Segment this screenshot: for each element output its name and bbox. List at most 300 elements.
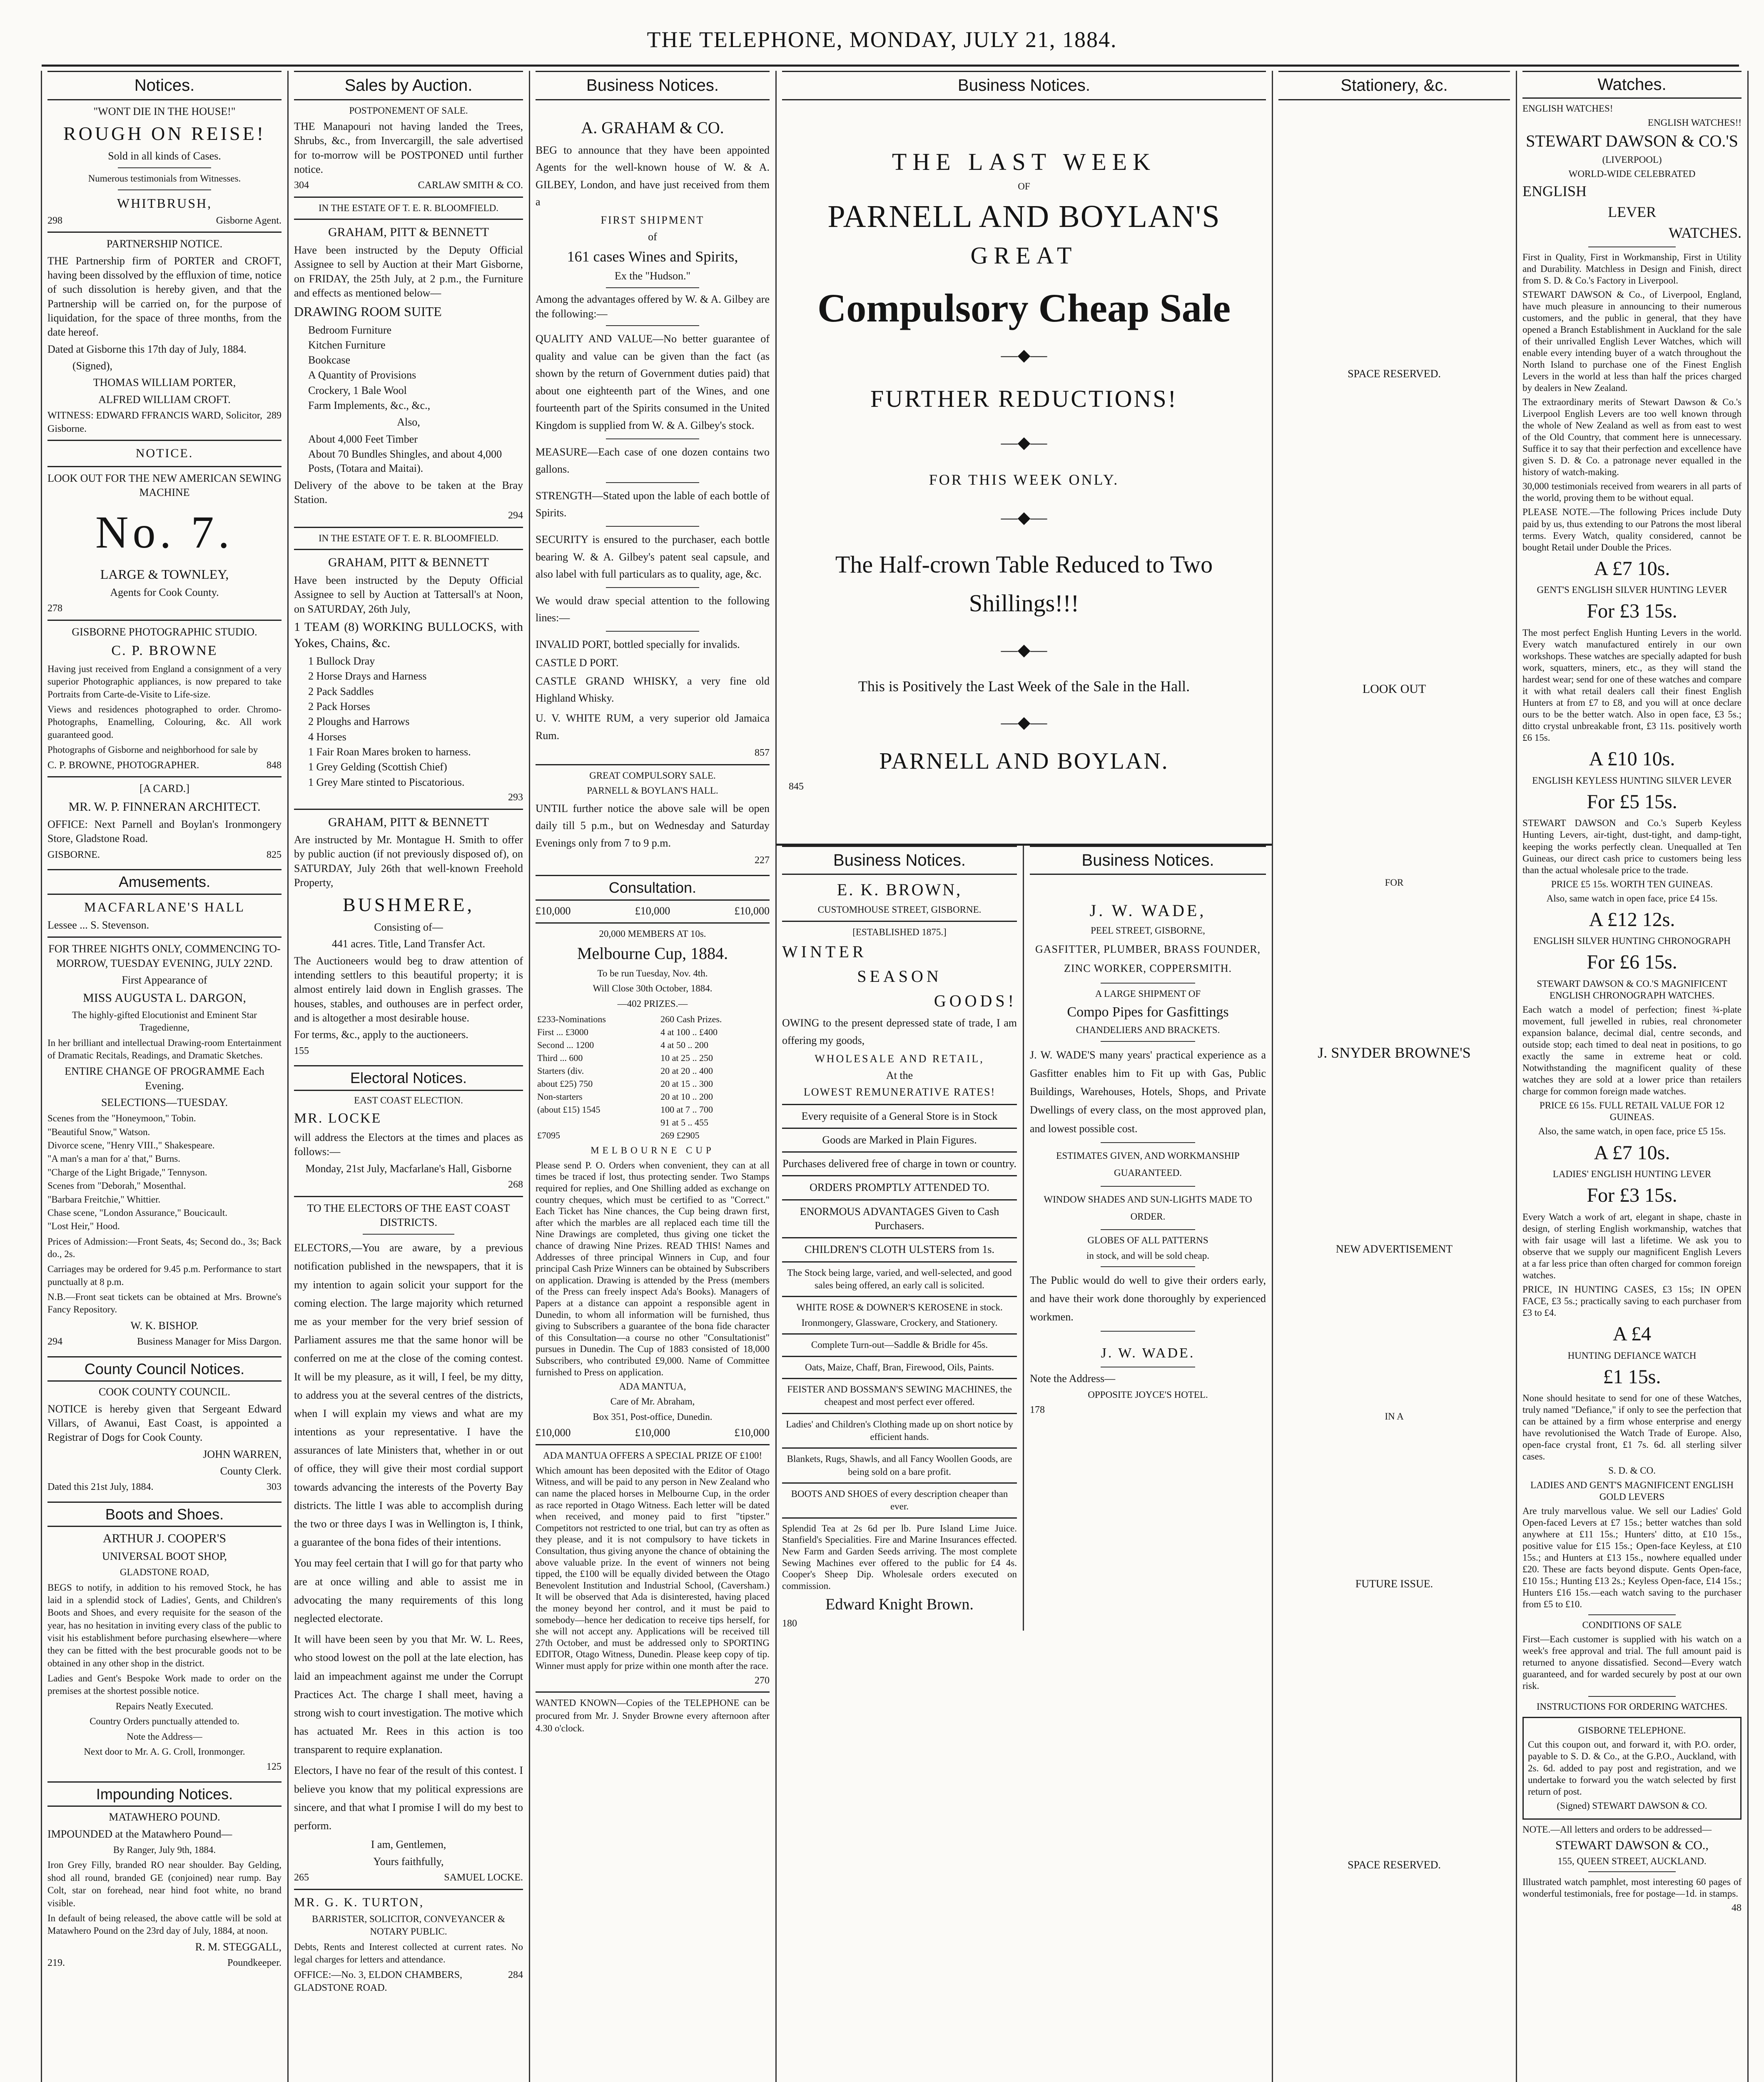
section-heading: Electoral Notices. xyxy=(294,1065,523,1091)
ad-signature: PARNELL AND BOYLAN. xyxy=(879,748,1169,775)
divider xyxy=(606,438,700,439)
ornament: —◆— xyxy=(1001,640,1047,660)
column-heading: Sales by Auction. xyxy=(294,71,523,100)
column-stationery xyxy=(1273,71,1516,2082)
ad-text: PLEASE NOTE.—The following Prices include Duty paid by us, thus extending to our Patrons the most liberal terms. Every Watch, quality considered, cannot be bought Retail under Double the Prices. xyxy=(1522,507,1742,553)
list-item: Crockery, 1 Bale Wool xyxy=(308,384,407,396)
ad-text: [A CARD.] xyxy=(140,782,189,795)
list-item: Ironmongery, Glassware, Crockery, and Stationery. xyxy=(801,1317,998,1328)
ad-text: In default of being released, the above cattle will be sold at Matawhero Pound on the 23rd day of July, 1884, at noon. xyxy=(47,1913,282,1936)
list-item: Bookcase xyxy=(308,354,351,366)
parnell-boylan-ad xyxy=(776,146,1272,794)
divider xyxy=(363,1234,454,1235)
coupon-heading: GISBORNE TELEPHONE. xyxy=(1578,1725,1686,1736)
ad-headline: ENGLISH SILVER HUNTING CHRONOGRAPH xyxy=(1533,936,1731,946)
divider xyxy=(1101,1186,1195,1187)
prize-amount: £10,000 xyxy=(734,1427,770,1439)
divider xyxy=(782,1104,1017,1105)
ad-text: Among the advantages offered by W. & A. Gilbey are the following:— xyxy=(536,293,770,320)
ad-headline: ENGLISH KEYLESS HUNTING SILVER LEVER xyxy=(1532,775,1732,786)
list-item: "Beautiful Snow," Watson. xyxy=(47,1126,150,1137)
ad-name: J. W. WADE, xyxy=(1089,901,1206,920)
ad-text: in stock, and will be sold cheap. xyxy=(1086,1250,1210,1261)
ad-text: We would draw special attention to the following lines:— xyxy=(536,594,770,624)
ad-text: THE Manapouri not having landed the Trees, Shrubs, &c., from Invercargill, the sale advertised for to-morrow will be POSTPONED until further notice. xyxy=(294,120,523,176)
ad-name: BUSHMERE, xyxy=(343,894,474,916)
divider xyxy=(536,1444,770,1445)
divider xyxy=(782,1447,1017,1449)
ad-text: Carriages may be ordered for 9.45 p.m. Performance to start punctually at 8 p.m. xyxy=(47,1264,282,1287)
divider xyxy=(47,232,282,233)
ad-text: OFFICE:—No. 3, ELDON CHAMBERS, GLADSTONE ROAD. xyxy=(294,1969,463,1994)
list-item: Purchases delivered free of charge in town or country. xyxy=(782,1158,1017,1170)
divider xyxy=(47,620,282,621)
ad-name: LARGE & TOWNLEY, xyxy=(100,566,229,582)
divider xyxy=(536,922,770,924)
ad-name: GRAHAM, PITT & BENNETT xyxy=(328,815,489,829)
list-item: Every requisite of a General Store is in Stock xyxy=(801,1110,998,1122)
table-row xyxy=(536,1026,770,1039)
column-sales-by-auction xyxy=(288,71,529,2082)
ad-headline: ADA MANTUA OFFERS A SPECIAL PRIZE OF £100! xyxy=(543,1450,762,1461)
ad-ref: 180 xyxy=(782,1618,797,1629)
ad-signature: ADA MANTUA, xyxy=(619,1381,686,1392)
table-cell: 91 at 5 .. 455 xyxy=(660,1117,709,1128)
ad-text: GISBORNE. xyxy=(47,849,100,860)
ad-headline: Compo Pipes for Gasfittings xyxy=(1067,1004,1229,1020)
ad-signature: C. P. BROWNE, PHOTOGRAPHER. xyxy=(47,760,199,771)
ad-text: MEASURE—Each case of one dozen contains two gallons. xyxy=(536,446,770,476)
ad-ref: 848 xyxy=(267,760,282,771)
divider xyxy=(606,526,700,527)
divider xyxy=(782,1175,1017,1176)
ad-text: ELECTORS,—You are aware, by a previous notification published in the newspapers, that it is my intention to again solicit your support for the coming election. The large majority which returned me as your member for the very brief session of Parliament assures me that the same honor will be conferred on me at the close of the coming contest. It will be my pleasure, as it will, I feel, be my ditty, to address you at the several centres of the districts, when I will explain my views and what are my intentions as your representative. I have the assurances of late Ministers that, whether in or out of office, they will give their most cordial support towards advancing the interests of the Poverty Bay districts. The little I was able to accomplish during the two or three days I was in Wellington is, I think, a guarantee of the bona fides of their intentions. xyxy=(294,1242,523,1549)
table-row xyxy=(536,1103,770,1116)
newspaper-title: THE TELEPHONE, MONDAY, JULY 21, 1884. xyxy=(647,27,1117,52)
ad-ref: 298 xyxy=(47,215,62,226)
ad-headline: IN THE ESTATE OF T. E. R. BLOOMFIELD. xyxy=(319,203,498,214)
list-item: 2 Pack Saddles xyxy=(308,685,374,697)
price-line: A £7 10s. xyxy=(1594,557,1670,580)
ad-ref: 219. xyxy=(47,1957,65,1968)
item-list xyxy=(294,654,523,789)
selection-list xyxy=(47,1112,282,1233)
ad-text: Prices of Admission:—Front Seats, 4s; Second do., 3s; Back do., 2s. xyxy=(47,1236,282,1259)
ad-headline: LADIES' ENGLISH HUNTING LEVER xyxy=(1552,1169,1712,1180)
prize-amount: £10,000 xyxy=(635,1427,670,1439)
ad-name: GRAHAM, PITT & BENNETT xyxy=(328,555,489,570)
ad-text: N.B.—Front seat tickets can be obtained at Mrs. Browne's Fancy Repository. xyxy=(47,1292,282,1315)
ad-text: Dated at Gisborne this 17th day of July, 1884. xyxy=(47,343,247,355)
list-item: 1 Grey Gelding (Scottish Chief) xyxy=(308,761,447,773)
divider xyxy=(782,1261,1017,1263)
ad-text: The highly-gifted Elocutionist and Eminent Star Tragedienne, xyxy=(72,1009,257,1033)
ad-name: MR. G. K. TURTON, xyxy=(294,1895,424,1909)
ad-text: WINDOW SHADES AND SUN-LIGHTS MADE TO ORDER. xyxy=(1044,1194,1252,1222)
ad-text: Have been instructed by the Deputy Official Assignee to sell by Auction at Tattersall's at Noon, on SATURDAY, 26th July, xyxy=(294,574,523,615)
ad-text: The Public would do well to give their orders early, and have their work done thoroughly by experienced workmen. xyxy=(1030,1274,1266,1323)
section-heading: Amusements. xyxy=(47,869,282,895)
divider xyxy=(1588,1871,1676,1872)
ad-text: Numerous testimonials from Witnesses. xyxy=(88,173,241,184)
ad-ref: 178 xyxy=(1030,1405,1045,1416)
ad-text: Having just received from England a consignment of a very superior Photographic appliances, is now prepared to take Portraits from Carte-de-Visite to Life-size. xyxy=(47,664,282,700)
ad-headline: The Half-crown Table Reduced to Two Shillings!!! xyxy=(835,550,1213,617)
ad-text: Delivery of the above to be taken at the Bray Station. xyxy=(294,479,523,506)
list-item: Farm Implements, &c., &c., xyxy=(308,399,431,412)
ad-text: Note the Address— xyxy=(127,1731,202,1742)
list-item: WHITE ROSE & DOWNER'S KEROSENE in stock. xyxy=(796,1302,1003,1313)
ad-headline: "WONT DIE IN THE HOUSE!" xyxy=(93,105,236,117)
coupon-text: Cut this coupon out, and forward it, with P.O. order, payable to S. D. & Co., at the G.P.O., Auckland, with 2s. 6d. added to pay post and registration, and we undertake to forward you the watch selected by first return of post. xyxy=(1528,1739,1736,1797)
ad-name: A. GRAHAM & CO. xyxy=(581,118,724,137)
table-cell: 10 at 25 .. 250 xyxy=(660,1053,713,1063)
price-line: A £7 10s. xyxy=(1594,1141,1670,1164)
ad-text: Yours faithfully, xyxy=(373,1855,444,1868)
ad-text: 30,000 testimonials received from wearers in all parts of the world, proving them to be without equal. xyxy=(1522,481,1742,503)
ad-headline: ENGLISH xyxy=(1522,182,1587,199)
ad-footer xyxy=(536,854,770,867)
ad-headline: 161 cases Wines and Spirits, xyxy=(567,248,738,265)
list-item: INVALID PORT, bottled specially for invalids. xyxy=(536,638,740,650)
ad-text: Also, the same watch, in open face, price £5 15s. xyxy=(1538,1126,1726,1137)
ad-text: Are truly marvellous value. We sell our Ladies' Gold Open-faced Levers at £7 15s.; better watches than sold anywhere at £11 15s.; Hunters' ditto, at £10 15s., positive value for £15 15s.; Open-face Keyless, at £10 15s.; and Hunters at £13 15s., nowhere equalled under £20. These are facts beyond dispute. Gents Open-face, £10 15s.; Hunting £13 2s.; Keyless Open-face, £14 15s.; Hunters £16 15s.—each watch saving to the purchaser from £5 to £10. xyxy=(1522,1505,1742,1609)
ad-headline: LOOK OUT FOR THE NEW AMERICAN SEWING MACHINE xyxy=(47,472,282,499)
divider xyxy=(1101,1331,1195,1332)
ad-footer xyxy=(47,1481,282,1494)
ad-text: The extraordinary merits of Stewart Dawson & Co.'s Liverpool English Levers are too well known through the whole of New Zealand as well as from east to west of the Old Country, that comment here is unnecessary. Suffice it to say that their perfection and excellence have given S. D. & Co. a patronage never equalled in the history of watch-making. xyxy=(1522,397,1742,478)
ad-text: GLOBES OF ALL PATTERNS xyxy=(1087,1235,1208,1246)
ad-text: STEWART DAWSON & CO.'S MAGNIFICENT ENGLISH CHRONOGRAPH WATCHES. xyxy=(1537,978,1727,1001)
list-item: Blankets, Rugs, Shawls, and all Fancy Woollen Goods, are being sold on a bare profit. xyxy=(787,1454,1012,1477)
list-item: Scenes from the "Honeymoon," Tobin. xyxy=(47,1113,196,1124)
ad-signature: SAMUEL LOCKE. xyxy=(444,1872,523,1883)
column-heading: Notices. xyxy=(47,71,282,100)
ornament: —◆— xyxy=(1001,508,1047,527)
ad-text: STRENGTH—Stated upon the lable of each bottle of Spirits. xyxy=(536,489,770,519)
table-cell: 20 at 10 .. 200 xyxy=(660,1091,713,1102)
ad-text: NOTE.—All letters and orders to be addressed— xyxy=(1522,1824,1712,1835)
ad-footer xyxy=(294,1969,523,1995)
ad-signature: ALFRED WILLIAM CROFT. xyxy=(98,393,231,406)
ad-text: BEG to announce that they have been appointed Agents for the well-known house of W. & A. GILBEY, London, and have just received from them a xyxy=(536,144,770,208)
table-row xyxy=(536,1116,770,1129)
divider xyxy=(606,287,700,288)
divider xyxy=(294,1889,523,1890)
brown-ad xyxy=(776,846,1024,1631)
ad-text: By Ranger, July 9th, 1884. xyxy=(113,1845,216,1855)
table-cell xyxy=(536,1116,659,1129)
ad-footer xyxy=(47,1957,282,1970)
divider xyxy=(606,325,700,326)
list-item: ORDERS PROMPTLY ATTENDED TO. xyxy=(810,1181,989,1194)
divider xyxy=(294,549,523,550)
ad-ref: 294 xyxy=(508,510,523,521)
ornament: —◆— xyxy=(1001,433,1047,452)
ad-text: County Clerk. xyxy=(220,1464,282,1477)
table-cell: £7095 xyxy=(537,1130,560,1141)
ad-text: PRICE £5 15s. WORTH TEN GUINEAS. xyxy=(1551,879,1713,889)
ad-headline: WORLD-WIDE CELEBRATED xyxy=(1568,168,1696,179)
ad-text: will address the Electors at the times and places as follows:— xyxy=(294,1131,523,1158)
ad-name: PARNELL AND BOYLAN'S xyxy=(827,199,1221,234)
list-item: Splendid Tea at 2s 6d per lb. Pure Island Lime Juice. Stanfield's Specialities. Fire and Marine Insurances effected. New Farm and Garden Seeds arriving. The most complete Sewing Machines ever offered to the public for £4 4s. Cooper's Sheep Dip. Wholesale orders executed on commission. xyxy=(782,1523,1017,1591)
ad-text: BARRISTER, SOLICITOR, CONVEYANCER & NOTARY PUBLIC. xyxy=(311,1914,506,1937)
ad-ref: 304 xyxy=(294,180,309,191)
ad-headline: ROUGH ON REISE! xyxy=(63,123,266,144)
ad-text: FOR xyxy=(1385,877,1404,888)
list-item: The Stock being large, varied, and well-selected, and good sales being offered, an early call is solicited. xyxy=(787,1267,1012,1291)
ad-text: STEWART DAWSON and Co.'s Superb Keyless Hunting Levers, air-tight, dust-tight, and damp-tight, keeping the works perfectly clean. Unequalled at Ten Guineas, our direct cash price to customers being less than the actual wholesale price to the trade. xyxy=(1522,818,1742,875)
ad-ref: 48 xyxy=(1732,1903,1742,1914)
ad-text: STEWART DAWSON & Co., of Liverpool, England, have much pleasure in announcing to their numerous customers, and the public in general, that they have opened a Branch Establishment in Auckland for the sale of their unrivalled English Lever Watches, which will enable every intending buyer of a watch throughout the North Island to purchase one of the Finest English Levers in the world at less than half the prices charged by dealers in New Zealand. xyxy=(1522,289,1742,393)
divider xyxy=(782,1128,1017,1129)
ad-headline: ENTIRE CHANGE OF PROGRAMME Each Evening. xyxy=(65,1065,264,1092)
ad-text: For terms, &c., apply to the auctioneers. xyxy=(294,1029,468,1041)
table-row xyxy=(536,1039,770,1051)
ad-headline: NOTICE. xyxy=(135,446,194,461)
ad-signature: CARLAW SMITH & CO. xyxy=(418,180,523,191)
ad-text: Consisting of— xyxy=(374,921,443,934)
ad-text: PRICE, IN HUNTING CASES, £3 15s; IN OPEN FACE, £3 5s.; practically saving to each purchaser from £3 to £4. xyxy=(1522,1284,1742,1318)
list-item: FEISTER AND BOSSMAN'S SEWING MACHINES, the cheapest and most perfect ever offered. xyxy=(787,1384,1012,1407)
divider xyxy=(536,764,770,765)
ad-footer xyxy=(294,509,523,523)
masthead xyxy=(0,0,1764,62)
ad-text: Electors, I have no fear of the result of this contest. I believe you know that my political expressions are sincere, and that what I promise I will do my best to perform. xyxy=(294,1764,523,1832)
ad-footer xyxy=(1522,1902,1742,1914)
list-item: ENORMOUS ADVANTAGES Given to Cash Purchasers. xyxy=(800,1205,999,1232)
ad-text: Photographs of Gisborne and neighborhood for sale by xyxy=(47,745,258,755)
ad-headline: WHOLESALE AND RETAIL, xyxy=(815,1052,984,1065)
ad-text: ESTIMATES GIVEN, AND WORKMANSHIP GUARANTEED. xyxy=(1056,1150,1240,1178)
ad-footer xyxy=(47,1335,282,1349)
ad-text: THE Partnership firm of PORTER and CROFT, having been dissolved by the effluxion of time, notice of such dissolution is hereby given, and that the Partnership will be carried on, for the purpose of liquidation, for the space of three months, from the date hereof. xyxy=(47,254,282,339)
divider xyxy=(782,1151,1017,1153)
divider xyxy=(294,219,523,220)
list-item: BOOTS AND SHOES of every description cheaper than ever. xyxy=(791,1489,1008,1512)
ad-text: Also, xyxy=(397,416,420,428)
divider xyxy=(606,631,700,632)
ad-headline: PARNELL & BOYLAN'S HALL. xyxy=(587,785,718,796)
list-item: 2 Ploughs and Harrows xyxy=(308,715,410,728)
ad-signature: R. M. STEGGALL, xyxy=(195,1940,282,1953)
ad-text: Dated this 21st July, 1884. xyxy=(47,1482,154,1493)
ad-headline: FOR THREE NIGHTS ONLY, COMMENCING TO-MORROW, TUESDAY EVENING, JULY 22ND. xyxy=(48,943,281,969)
ad-headline: UNIVERSAL BOOT SHOP, xyxy=(102,1550,227,1562)
price-line: For £6 15s. xyxy=(1587,951,1677,974)
ad-text: Have been instructed by the Deputy Official Assignee to sell by Auction at their Mart Gisborne, on FRIDAY, the 25th July, at 2 p.m., the Furniture and effects as mentioned below— xyxy=(294,244,523,299)
list-item: About 4,000 Feet Timber xyxy=(308,433,418,445)
ad-name: MR. LOCKE xyxy=(294,1111,382,1126)
ad-text: CUSTOMHOUSE STREET, GISBORNE. xyxy=(817,904,982,915)
ad-ref: 227 xyxy=(755,855,770,866)
ad-text: In her brilliant and intellectual Drawing-room Entertainment of Dramatic Recitals, Readings, and Dramatic Sketches. xyxy=(47,1037,282,1061)
table-cell: 20 at 15 .. 300 xyxy=(660,1078,713,1089)
section-heading: Consultation. xyxy=(536,875,770,901)
ad-text: (LIVERPOOL) xyxy=(1602,154,1662,165)
price-line: For £5 15s. xyxy=(1587,790,1677,813)
divider xyxy=(1101,983,1195,984)
ad-text: IN A xyxy=(1385,1411,1404,1422)
ad-footer xyxy=(47,214,282,228)
list-item: Kitchen Furniture xyxy=(308,339,386,351)
ad-text: NOTICE is hereby given that Sergeant Edward Villars, of Awanui, East Coast, is appointed a Registrar of Dogs for Cook County. xyxy=(47,1402,282,1444)
ad-text: Views and residences photographed to order. Chromo-Photographs, Enamelling, Colouring, &c. All work guaranteed good. xyxy=(47,704,282,740)
ad-signature: J. W. WADE. xyxy=(1101,1345,1195,1361)
ad-headline: ENGLISH WATCHES! xyxy=(1522,103,1613,114)
ad-ref: 284 xyxy=(508,1969,523,1980)
ad-footer xyxy=(47,1761,282,1774)
ad-ref: 270 xyxy=(755,1675,770,1686)
table-row xyxy=(536,1077,770,1090)
divider xyxy=(1101,1229,1195,1230)
ad-text: IMPOUNDED at the Matawhero Pound— xyxy=(47,1828,232,1840)
ad-text: Business Manager for Miss Dargon. xyxy=(137,1336,282,1347)
ad-headline: FURTHER REDUCTIONS! xyxy=(870,385,1178,413)
ad-text: [ESTABLISHED 1875.] xyxy=(852,926,947,937)
table-cell: 100 at 7 .. 700 xyxy=(660,1104,713,1115)
divider xyxy=(782,1482,1017,1484)
divider xyxy=(47,440,282,441)
list-item: About 70 Bundles Shingles, and about 4,000 Posts, (Totara and Maitai). xyxy=(308,448,502,475)
table-cell: 4 at 100 .. £400 xyxy=(660,1027,718,1038)
ad-headline: LOWEST REMUNERATIVE RATES! xyxy=(803,1086,996,1098)
ad-footer xyxy=(536,1674,770,1688)
ad-text: (Signed), xyxy=(72,359,113,372)
divider xyxy=(782,921,1017,922)
list-item: 1 Bullock Dray xyxy=(308,655,375,667)
column-heading: Stationery, &c. xyxy=(1278,71,1510,100)
ad-text: Are instructed by Mr. Montague H. Smith to offer by public auction (if not previously disposed of), on SATURDAY, July 26th that well-known Freehold Property, xyxy=(294,834,523,889)
column-business-notices-wide xyxy=(776,71,1272,2082)
ornament: —◆— xyxy=(1001,346,1047,365)
ad-text: 441 acres. Title, Land Transfer Act. xyxy=(331,938,486,950)
list-item: 1 Grey Mare stinted to Piscatorious. xyxy=(308,776,465,788)
ad-text: A LARGE SHIPMENT OF xyxy=(1095,989,1201,999)
ad-text: You may feel certain that I will go for that party who are at once willing and able to assist me in advocating the many requirements of this long neglected electorate. xyxy=(294,1557,523,1624)
ad-footer xyxy=(294,1871,523,1885)
divider xyxy=(1588,1696,1676,1697)
divider xyxy=(782,1237,1017,1238)
ad-headline: LEVER xyxy=(1608,203,1656,220)
ad-text: Next door to Mr. A. G. Croll, Ironmonger. xyxy=(84,1746,245,1757)
ad-headline: Compulsory Cheap Sale xyxy=(817,285,1231,330)
ad-ref: 155 xyxy=(294,1045,309,1056)
ad-text: First in Quality, First in Workmanship, First in Utility and Durability. Matchless in Design and Finish, direct from S. D. & Co.'s Factory in Liverpool. xyxy=(1522,252,1742,286)
coupon-signature: (Signed) STEWART DAWSON & CO. xyxy=(1557,1800,1707,1811)
divider xyxy=(782,1356,1017,1357)
ad-text: Gisborne Agent. xyxy=(216,215,282,226)
ad-headline: LADIES AND GENT'S MAGNIFICENT ENGLISH GOLD LEVERS xyxy=(1530,1479,1734,1502)
list-item: 4 Horses xyxy=(308,730,346,743)
ad-name: STEWART DAWSON & CO.'S xyxy=(1526,131,1738,150)
ad-headline: CONDITIONS OF SALE xyxy=(1582,1620,1682,1631)
ad-name: MACFARLANE'S HALL xyxy=(84,899,245,914)
ad-headline: INSTRUCTIONS FOR ORDERING WATCHES. xyxy=(1536,1701,1728,1712)
ad-text: Ladies and Gent's Bespoke Work made to order on the premises at the shortest possible notice. xyxy=(47,1673,282,1696)
column-rule xyxy=(1747,71,1749,2082)
ad-footer xyxy=(47,849,282,862)
ad-text: Will Close 30th October, 1884. xyxy=(593,983,713,994)
ad-text: OWING to the present depressed state of trade, I am offering my goods, xyxy=(782,1017,1017,1046)
ad-text: Also, same watch in open face, price £4 15s. xyxy=(1546,893,1718,904)
table-cell: First ... £3000 xyxy=(537,1027,588,1038)
price-line: A £12 12s. xyxy=(1589,908,1675,931)
price-line: A £4 xyxy=(1612,1323,1651,1345)
ad-headline: Melbourne Cup, 1884. xyxy=(577,944,728,963)
ad-footer xyxy=(47,759,282,772)
column-business-notices xyxy=(530,71,775,2082)
prize-amount: £10,000 xyxy=(536,904,571,917)
ad-name: GRAHAM, PITT & BENNETT xyxy=(328,225,489,239)
ad-headline: WINTER xyxy=(782,942,867,961)
ad-name: WHITBRUSH, xyxy=(117,195,212,211)
ad-ref: 303 xyxy=(267,1482,282,1493)
ad-text: The Auctioneers would beg to draw attention of intending settlers to this beautiful property; it is almost entirely laid down in English grasses. The houses, stables, and outhouses are in perfect order, and is altogether a most desirable house. xyxy=(294,954,523,1024)
table-cell: Third ... 600 xyxy=(537,1053,583,1063)
ad-name: E. K. BROWN, xyxy=(837,880,962,899)
ad-text: PEEL STREET, GISBORNE, xyxy=(1091,925,1205,936)
prize-amount: £10,000 xyxy=(734,904,770,917)
ad-name: STEWART DAWSON & CO., xyxy=(1555,1838,1709,1852)
ad-ref: 289 xyxy=(267,410,282,421)
list-item: U. V. WHITE RUM, a very superior old Jamaica Rum. xyxy=(536,712,770,742)
ad-ref: 857 xyxy=(755,747,770,759)
ad-text: The most perfect English Hunting Levers in the world. Every watch manufactured entirely in our own workshops. These watches are specially adapted for bush work, squatters, miners, etc., as they will stand the hardest wear; send for one of these watches and compare it with what retail dealers call their finest English Hunters at from £7 to £8, and you will at once declare ours to be the better watch. Also in open face, £3 5s.; ditto crystal unbreakable front, £3 11s. positively worth £6 15s. xyxy=(1522,627,1742,743)
ad-headline: NEW ADVERTISEMENT xyxy=(1335,1243,1453,1255)
ad-headline: GASFITTER, PLUMBER, BRASS FOUNDER, ZINC WORKER, COPPERSMITH. xyxy=(1035,943,1261,975)
ornament: —◆— xyxy=(1001,713,1047,732)
ad-headline: FIRST SHIPMENT xyxy=(600,214,705,226)
ad-footer xyxy=(1030,1404,1266,1417)
ad-text: OFFICE: Next Parnell and Boylan's Ironmongery Store, Gladstone Road. xyxy=(47,818,282,845)
divider xyxy=(1588,1614,1676,1615)
price-line: For £3 15s. xyxy=(1587,600,1677,623)
section-heading: Boots and Shoes. xyxy=(47,1502,282,1527)
table-row xyxy=(536,1090,770,1103)
ad-signature: JOHN WARREN, xyxy=(203,1448,282,1460)
ad-ref: 293 xyxy=(508,792,523,803)
ad-headline: HUNTING DEFIANCE WATCH xyxy=(1567,1350,1697,1361)
table-row xyxy=(536,1013,770,1026)
divider xyxy=(782,1333,1017,1335)
ad-headline: GREAT xyxy=(970,242,1078,269)
ad-signature: Edward Knight Brown. xyxy=(825,1596,974,1614)
ad-text: QUALITY AND VALUE—No better guarantee of quality and value can be given than the fact (as shown by the return of Government duties paid) that about one eighteenth part of the Wines, and one fourteenth part of the Spirits consumed in the United Kingdom is supplied from W. & A. Gilbey's stock. xyxy=(536,333,770,432)
ad-text: At the xyxy=(886,1069,913,1081)
ad-footer xyxy=(294,179,523,192)
ad-headline: FUTURE ISSUE. xyxy=(1355,1578,1433,1590)
table-row xyxy=(536,1064,770,1077)
ad-text: It will have been seen by you that Mr. W. L. Rees, who stood lowest on the poll at the late election, has laid an impeachment against me under the Corrupt Practices Act. The charge I shall meet, having a strong wish to court investigation. The motive which has actuated Mr. Rees in this action is too transparent to require explanation. xyxy=(294,1633,523,1756)
divider xyxy=(118,189,212,190)
table-cell: 4 at 50 .. 200 xyxy=(660,1040,709,1051)
table-cell: 20 at 20 .. 400 xyxy=(660,1066,713,1076)
ad-headline: GREAT COMPULSORY SALE. xyxy=(589,770,716,781)
ad-headline: TO THE ELECTORS OF THE EAST COAST DISTRICTS. xyxy=(307,1202,510,1228)
ad-name: MR. W. P. FINNERAN ARCHITECT. xyxy=(68,799,261,814)
ad-text: OPPOSITE JOYCE'S HOTEL. xyxy=(1088,1389,1208,1400)
price-line: For £3 15s. xyxy=(1587,1184,1677,1207)
ad-text: PRICE £6 15s. FULL RETAIL VALUE FOR 12 GUINEAS. xyxy=(1539,1100,1725,1123)
list-item: Scenes from "Deborah," Mosenthal. xyxy=(47,1180,186,1191)
ad-ref: 265 xyxy=(294,1872,309,1883)
list-item: "Charge of the Light Brigade," Tennyson. xyxy=(47,1167,207,1178)
order-coupon[interactable] xyxy=(1522,1717,1742,1819)
list-item: CASTLE GRAND WHISKY, a very fine old Highland Whisky. xyxy=(536,675,770,705)
ad-headline: J. SNYDER BROWNE'S xyxy=(1318,1044,1471,1061)
